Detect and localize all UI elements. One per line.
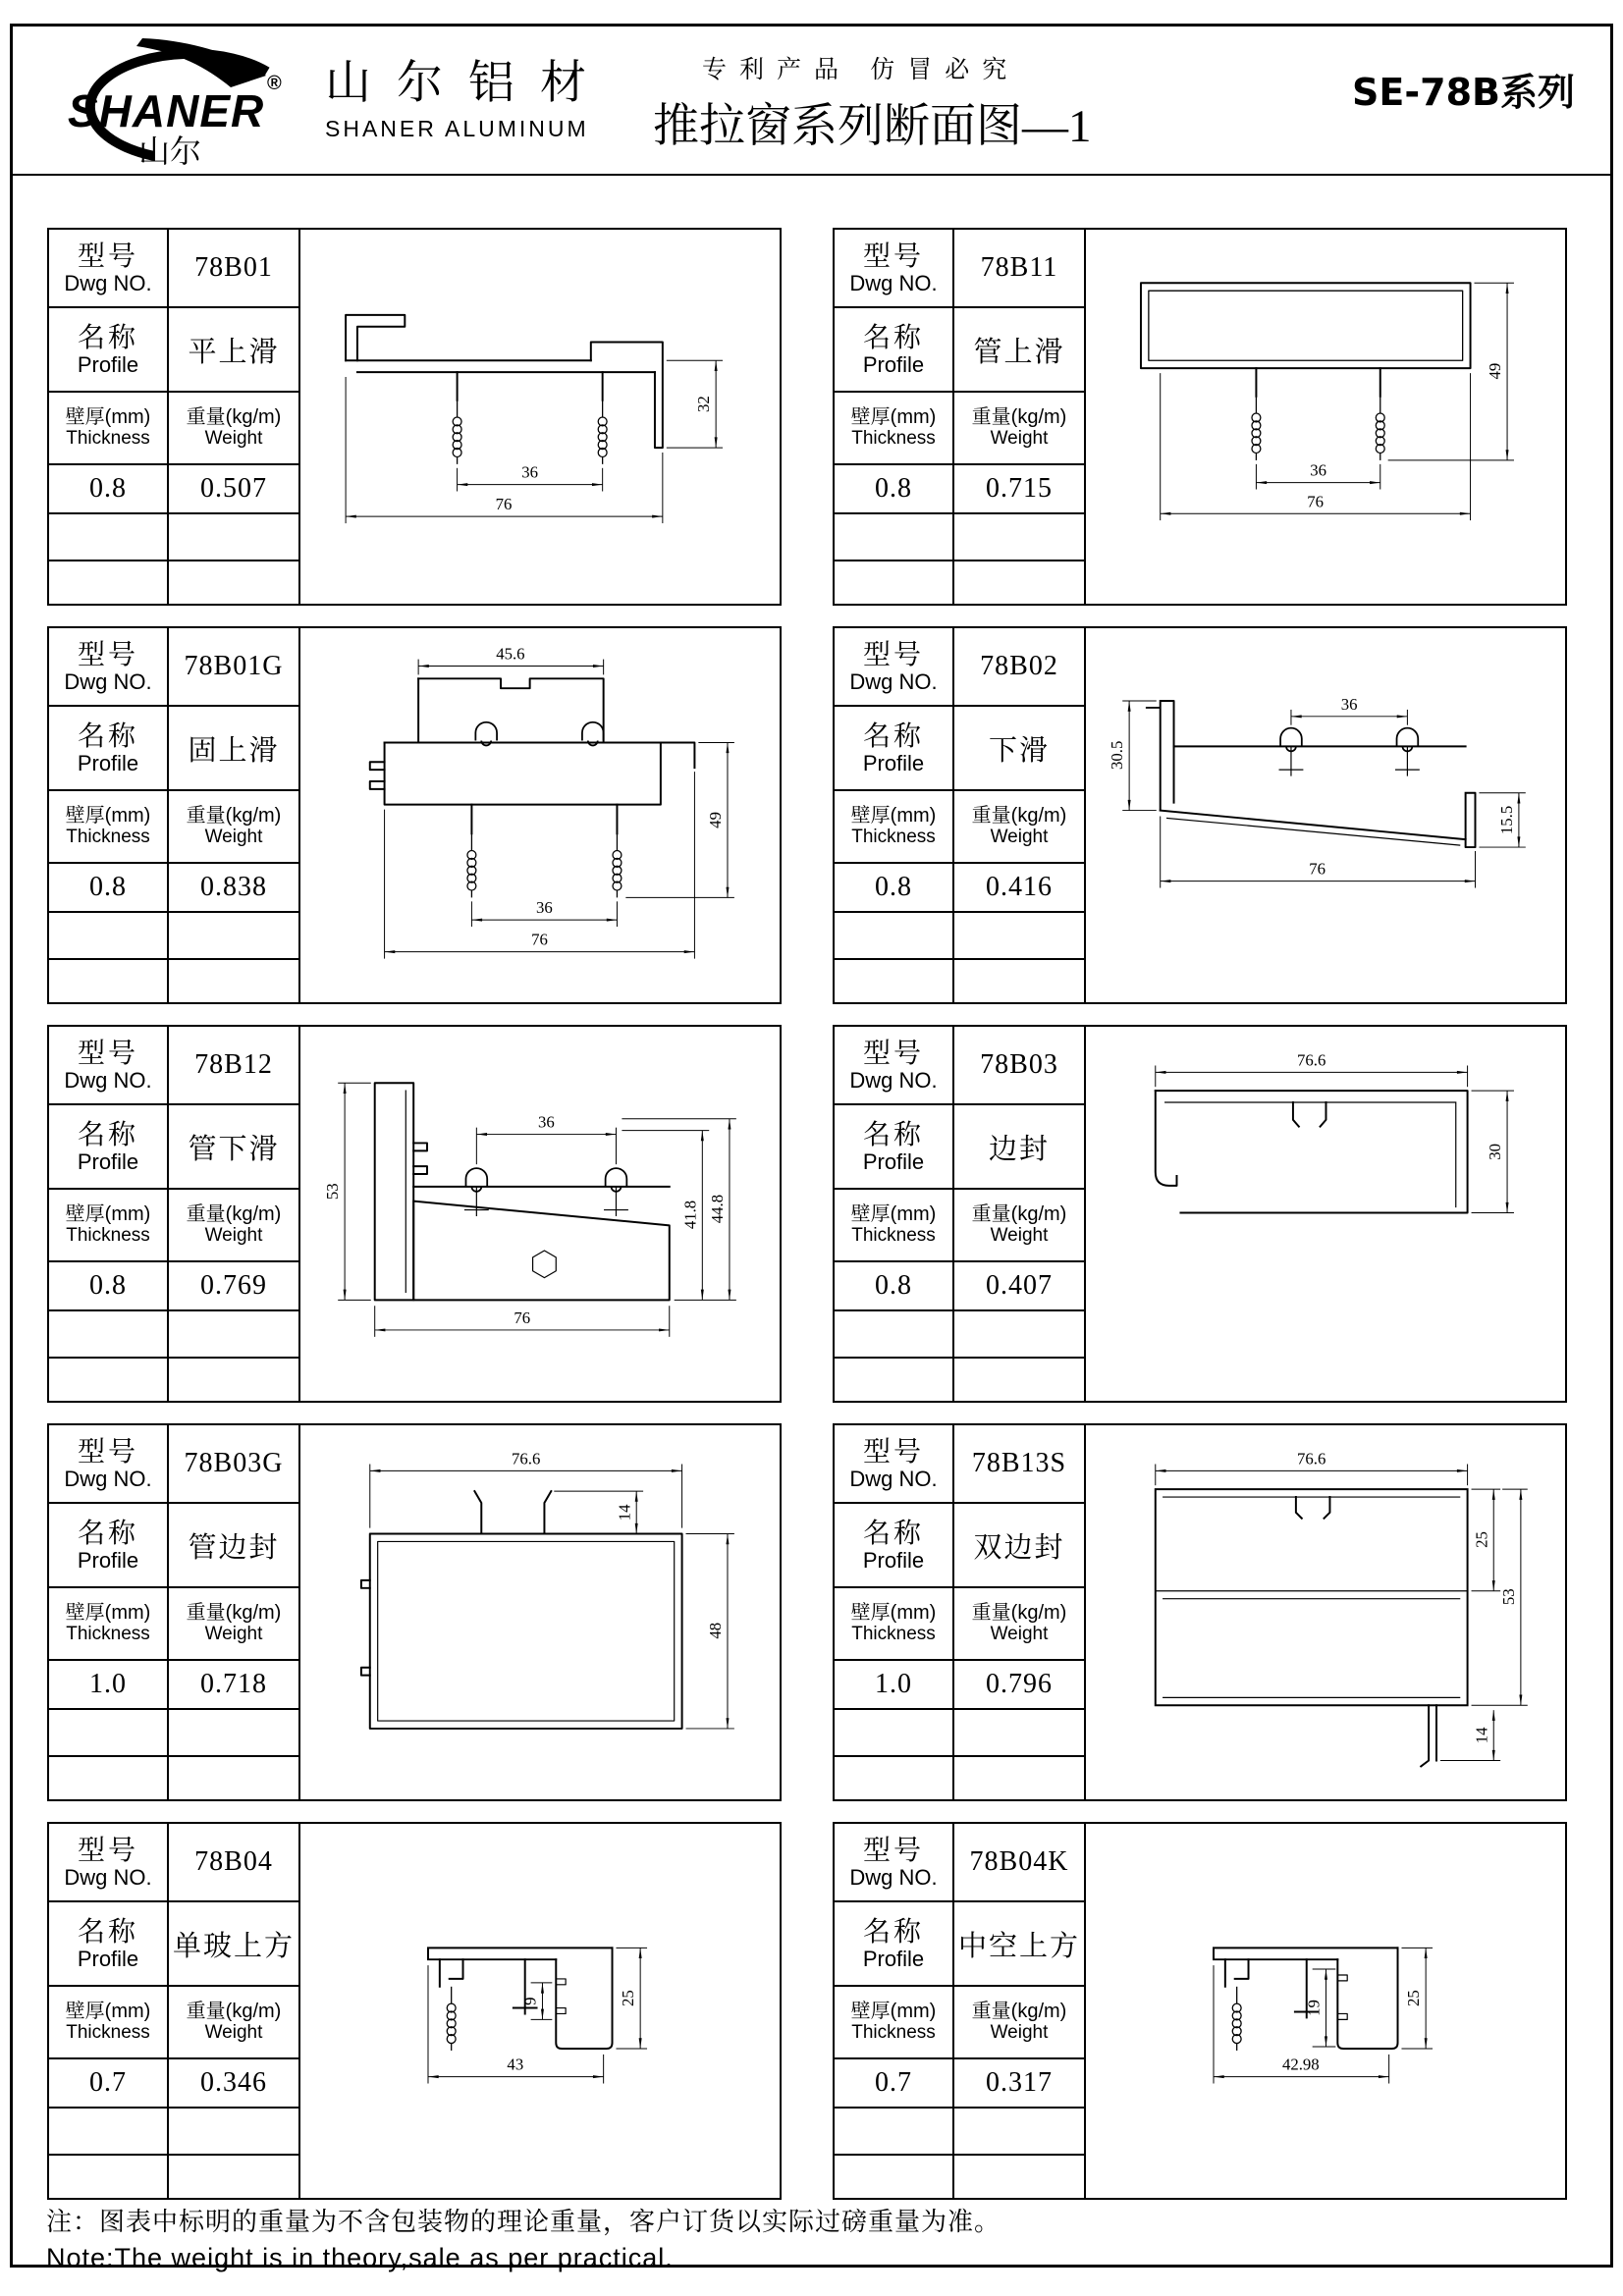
dwg-no-value: 78B01G <box>184 651 284 681</box>
empty-cell <box>49 913 169 958</box>
weight-label <box>169 1987 298 2057</box>
empty-cell <box>49 1757 169 1799</box>
thickness-label-en: Thickness <box>851 827 936 848</box>
profile-name-label <box>49 707 169 789</box>
dim-label: 76.6 <box>1297 1449 1326 1468</box>
weight-label <box>169 791 298 862</box>
thickness-label-cn: 壁厚(mm) <box>65 805 151 828</box>
dwg-no-label <box>49 1824 169 1900</box>
dim-label: 43 <box>507 2055 524 2074</box>
profile-outline <box>1156 1091 1468 1212</box>
dwg-no-label-en: Dwg NO. <box>64 1865 152 1890</box>
dim-label: 19 <box>1304 2000 1324 2016</box>
profile-detail <box>1279 746 1419 775</box>
thickness-value: 0.7 <box>835 2059 954 2107</box>
profile-drawing <box>1086 628 1564 1001</box>
weight-value: 0.317 <box>986 2067 1053 2098</box>
profile-outline <box>361 1491 682 1729</box>
dwg-no-label-en: Dwg NO. <box>849 271 938 295</box>
thickness-value: 0.8 <box>49 465 169 512</box>
profile-name-value: 下滑 <box>988 734 1050 767</box>
profile-outline <box>1156 1489 1468 1766</box>
dim-label: 36 <box>536 898 553 918</box>
profile-name-label-cn: 名称 <box>862 1517 924 1548</box>
empty-cell <box>49 1359 169 1401</box>
weight-label-cn: 重量(kg/m) <box>186 406 282 429</box>
empty-cell <box>169 913 298 958</box>
profile-name-label <box>835 1902 954 1985</box>
profile-name-label-cn: 名称 <box>862 1118 924 1149</box>
profile-drawing <box>1086 1027 1564 1400</box>
thickness-label-cn: 壁厚(mm) <box>850 1602 937 1625</box>
dim-label: 76 <box>531 930 548 949</box>
weight-label-cn: 重量(kg/m) <box>971 1203 1067 1226</box>
series-code: SE-78B系列 <box>1352 71 1575 114</box>
thickness-label-en: Thickness <box>851 428 936 450</box>
empty-cell <box>954 2109 1084 2154</box>
spec-table <box>835 628 1086 1002</box>
thickness-label-cn: 壁厚(mm) <box>850 406 937 429</box>
dim-label: 45.6 <box>496 644 525 664</box>
thickness-value: 0.8 <box>49 864 169 911</box>
dim-label: 25 <box>1472 1531 1491 1548</box>
thickness-label <box>835 393 954 463</box>
thickness-label <box>49 791 169 862</box>
dwg-no-label-cn: 型号 <box>77 638 138 669</box>
profile-cell <box>833 1025 1567 1403</box>
empty-cell <box>49 1710 169 1755</box>
empty-cell <box>835 960 954 1002</box>
dim-label: 14 <box>1472 1727 1491 1744</box>
patent-slogan: 专利产品 仿冒必究 <box>702 57 1020 83</box>
empty-cell <box>49 960 169 1002</box>
empty-cell <box>49 2109 169 2154</box>
dim-label: 36 <box>521 462 539 482</box>
thickness-value: 1.0 <box>835 1661 954 1708</box>
profile-name-label-en: Profile <box>862 352 925 377</box>
profile-drawing <box>1086 1425 1564 1798</box>
dim-label: 14 <box>615 1504 634 1522</box>
weight-label <box>954 1190 1084 1260</box>
dim-label: 76 <box>1309 859 1325 879</box>
spec-table <box>49 628 300 1002</box>
profile-name-label-cn: 名称 <box>77 1517 138 1548</box>
dwg-no-label <box>835 230 954 306</box>
thickness-value: 0.7 <box>49 2059 169 2107</box>
dwg-no-label <box>49 230 169 306</box>
dim-label: 36 <box>1310 460 1326 480</box>
profile-cell <box>47 1822 782 2200</box>
profile-name-value: 固上滑 <box>188 734 280 767</box>
weight-label-en: Weight <box>204 827 263 848</box>
empty-cell <box>835 1710 954 1755</box>
dwg-no-value: 78B12 <box>194 1049 273 1080</box>
profile-cell <box>47 1423 782 1801</box>
dim-label: 30.5 <box>1108 740 1127 770</box>
empty-cell <box>835 1359 954 1401</box>
weight-label <box>954 393 1084 463</box>
empty-cell <box>954 1311 1084 1357</box>
profile-name-label-cn: 名称 <box>77 720 138 751</box>
dwg-no-label-en: Dwg NO. <box>849 1865 938 1890</box>
empty-cell <box>954 960 1084 1002</box>
thickness-label-cn: 壁厚(mm) <box>850 1203 937 1226</box>
profile-name-label-en: Profile <box>862 1149 925 1174</box>
weight-label <box>954 1987 1084 2057</box>
dwg-no-label <box>49 1425 169 1502</box>
dim-label: 25 <box>619 1990 638 2007</box>
weight-value: 0.346 <box>200 2067 267 2098</box>
profile-name-label <box>835 1504 954 1586</box>
spec-table <box>49 1027 300 1401</box>
thickness-label-cn: 壁厚(mm) <box>65 406 151 429</box>
dim-label: 25 <box>1404 1990 1424 2007</box>
thickness-label-cn: 壁厚(mm) <box>65 2001 151 2023</box>
weight-label-en: Weight <box>990 1225 1049 1247</box>
weight-value: 0.715 <box>986 473 1053 504</box>
weight-label-cn: 重量(kg/m) <box>971 805 1067 828</box>
footer-note-en: Note:The weight is in theory,sale as per practical. <box>46 2243 674 2272</box>
thickness-label-en: Thickness <box>66 2022 150 2044</box>
thickness-label <box>49 1987 169 2057</box>
dwg-no-label-cn: 型号 <box>862 1037 924 1068</box>
dwg-no-value: 78B13S <box>971 1448 1067 1478</box>
weight-value: 0.507 <box>200 473 267 504</box>
profile-name-label-cn: 名称 <box>77 321 138 352</box>
spec-table <box>49 1824 300 2198</box>
thickness-label-en: Thickness <box>851 1624 936 1645</box>
empty-cell <box>49 514 169 560</box>
dwg-no-label <box>835 1027 954 1103</box>
weight-label <box>954 1588 1084 1659</box>
profile-name-label-cn: 名称 <box>862 1915 924 1947</box>
dwg-no-label-cn: 型号 <box>862 240 924 271</box>
dim-label: 53 <box>1498 1588 1518 1606</box>
profile-name-label-en: Profile <box>862 1947 925 1971</box>
profile-cell <box>47 228 782 606</box>
dwg-no-value: 78B04K <box>969 1846 1069 1877</box>
profile-cell <box>833 1423 1567 1801</box>
thickness-value: 0.8 <box>49 1262 169 1309</box>
thickness-label-cn: 壁厚(mm) <box>850 2001 937 2023</box>
empty-cell <box>169 2156 298 2198</box>
profile-name-value: 单玻上方 <box>172 1930 295 1962</box>
company-block <box>325 46 612 142</box>
profile-cell <box>833 228 1567 606</box>
thickness-value: 1.0 <box>49 1661 169 1708</box>
dwg-no-label-cn: 型号 <box>862 1435 924 1467</box>
profile-name-value: 双边封 <box>973 1531 1065 1564</box>
spec-table <box>835 1425 1086 1799</box>
thickness-value: 0.8 <box>835 1262 954 1309</box>
dim-label: 15.5 <box>1496 805 1516 835</box>
profile-outline <box>1141 283 1471 396</box>
empty-cell <box>835 1311 954 1357</box>
profile-name-label <box>49 1504 169 1586</box>
dwg-no-label-en: Dwg NO. <box>64 669 152 694</box>
profile-drawing <box>1086 1824 1564 2197</box>
empty-cell <box>169 960 298 1002</box>
empty-cell <box>954 2156 1084 2198</box>
weight-label <box>169 1190 298 1260</box>
profile-drawing <box>1086 230 1564 603</box>
profile-outline <box>370 678 695 833</box>
empty-cell <box>954 1710 1084 1755</box>
registered-mark-icon: ® <box>267 73 282 94</box>
page-frame <box>10 24 1613 2272</box>
thickness-label <box>49 1190 169 1260</box>
dwg-no-label-cn: 型号 <box>77 1037 138 1068</box>
dwg-no-label-cn: 型号 <box>862 638 924 669</box>
empty-cell <box>835 913 954 958</box>
profile-detail <box>465 1187 628 1278</box>
weight-value: 0.838 <box>200 872 267 902</box>
profile-name-value: 平上滑 <box>188 336 280 368</box>
footer-note <box>46 2202 1001 2273</box>
dim-label: 76 <box>1307 492 1325 511</box>
dim-label: 36 <box>1340 694 1358 714</box>
profile-name-label-en: Profile <box>862 1548 925 1573</box>
shaner-logo-mark <box>28 32 315 170</box>
dwg-no-label-en: Dwg NO. <box>64 271 152 295</box>
dwg-no-value: 78B11 <box>980 252 1058 283</box>
thickness-value: 0.8 <box>835 864 954 911</box>
profile-cell <box>47 1025 782 1403</box>
dwg-no-label <box>835 1425 954 1502</box>
dim-label: 44.8 <box>708 1194 728 1224</box>
empty-cell <box>169 514 298 560</box>
profile-cell <box>47 626 782 1004</box>
company-name-en: SHANER ALUMINUM <box>325 116 589 141</box>
dwg-no-label-en: Dwg NO. <box>849 669 938 694</box>
spec-table <box>835 230 1086 604</box>
empty-cell <box>954 913 1084 958</box>
thickness-label <box>835 1987 954 2057</box>
dim-label: 41.8 <box>680 1200 700 1230</box>
empty-cell <box>954 561 1084 604</box>
weight-label <box>169 393 298 463</box>
profile-name-label <box>49 1902 169 1985</box>
profile-outline <box>375 1083 670 1300</box>
empty-cell <box>835 514 954 560</box>
weight-label-cn: 重量(kg/m) <box>971 1602 1067 1625</box>
profile-name-label-en: Profile <box>77 1947 139 1971</box>
profile-outline <box>1147 701 1476 847</box>
empty-cell <box>169 1311 298 1357</box>
profile-name-label-en: Profile <box>77 1548 139 1573</box>
weight-label-en: Weight <box>990 827 1049 848</box>
profile-name-label-cn: 名称 <box>862 321 924 352</box>
thickness-label-cn: 壁厚(mm) <box>850 805 937 828</box>
empty-cell <box>954 1757 1084 1799</box>
thickness-label-cn: 壁厚(mm) <box>65 1602 151 1625</box>
weight-label-en: Weight <box>990 2022 1049 2044</box>
profile-name-label-cn: 名称 <box>77 1118 138 1149</box>
thickness-label <box>835 1588 954 1659</box>
weight-value: 0.718 <box>200 1669 267 1699</box>
profile-name-value: 管下滑 <box>188 1133 280 1165</box>
dim-label: 42.98 <box>1281 2055 1320 2074</box>
dwg-no-label <box>835 628 954 705</box>
thickness-value: 0.8 <box>835 465 954 512</box>
footer-note-cn: 注：图表中标明的重量为不含包装物的理论重量，客户订货以实际过磅重量为准。 <box>46 2207 1001 2236</box>
dwg-no-value: 78B03G <box>184 1448 284 1478</box>
profile-cell <box>833 626 1567 1004</box>
profile-outline <box>346 315 663 448</box>
shaner-logo <box>28 32 315 170</box>
weight-label <box>954 791 1084 862</box>
profile-name-label-en: Profile <box>77 352 139 377</box>
dim-label: 48 <box>706 1622 726 1639</box>
profile-name-value: 管边封 <box>188 1531 280 1564</box>
dwg-no-label-cn: 型号 <box>77 1435 138 1467</box>
empty-cell <box>169 561 298 604</box>
dwg-no-label-cn: 型号 <box>862 1834 924 1865</box>
dwg-no-value: 78B02 <box>980 651 1058 681</box>
weight-label-en: Weight <box>990 1624 1049 1645</box>
dwg-no-label <box>835 1824 954 1900</box>
dwg-no-label-en: Dwg NO. <box>64 1467 152 1491</box>
weight-label-cn: 重量(kg/m) <box>186 805 282 828</box>
dwg-no-value: 78B04 <box>194 1846 273 1877</box>
dwg-no-label-cn: 型号 <box>77 1834 138 1865</box>
thickness-label-en: Thickness <box>66 827 150 848</box>
thickness-label <box>49 1588 169 1659</box>
empty-cell <box>835 2156 954 2198</box>
weight-label-cn: 重量(kg/m) <box>186 2001 282 2023</box>
empty-cell <box>49 2156 169 2198</box>
empty-cell <box>169 1710 298 1755</box>
thickness-label-en: Thickness <box>66 1624 150 1645</box>
thickness-label-en: Thickness <box>851 2022 936 2044</box>
weight-label-cn: 重量(kg/m) <box>186 1602 282 1625</box>
dim-label: 36 <box>538 1112 555 1132</box>
empty-cell <box>169 1359 298 1401</box>
dim-label: 49 <box>1486 362 1505 380</box>
weight-value: 0.407 <box>986 1270 1053 1301</box>
profile-name-label <box>49 308 169 391</box>
weight-value: 0.769 <box>200 1270 267 1301</box>
dim-label: 53 <box>323 1183 343 1201</box>
spec-table <box>835 1027 1086 1401</box>
profile-name-label-en: Profile <box>77 1149 139 1174</box>
profile-drawing <box>300 628 779 1001</box>
empty-cell <box>835 2109 954 2154</box>
dwg-no-label-en: Dwg NO. <box>849 1467 938 1491</box>
weight-label-en: Weight <box>204 1225 263 1247</box>
weight-label <box>169 1588 298 1659</box>
empty-cell <box>49 1311 169 1357</box>
profile-name-label-en: Profile <box>862 751 925 775</box>
empty-cell <box>49 561 169 604</box>
dim-label: 76 <box>495 495 513 514</box>
dwg-no-value: 78B01 <box>194 252 273 283</box>
empty-cell <box>954 1359 1084 1401</box>
dim-label: 76 <box>514 1308 531 1328</box>
profile-name-label <box>49 1105 169 1188</box>
thickness-label <box>835 791 954 862</box>
profile-name-label-en: Profile <box>77 751 139 775</box>
dwg-no-label-cn: 型号 <box>77 240 138 271</box>
dwg-no-label <box>49 1027 169 1103</box>
thickness-label <box>49 393 169 463</box>
company-name-cn: 山尔铝材 <box>325 58 612 109</box>
empty-cell <box>954 514 1084 560</box>
profile-name-value: 边封 <box>988 1133 1050 1165</box>
dwg-no-label-en: Dwg NO. <box>64 1068 152 1093</box>
profile-name-label-cn: 名称 <box>77 1915 138 1947</box>
weight-label-en: Weight <box>204 428 263 450</box>
dwg-no-label-en: Dwg NO. <box>849 1068 938 1093</box>
logo-brand-text: SHANER <box>68 85 265 136</box>
profile-drawing <box>300 1824 779 2197</box>
dwg-no-label <box>49 628 169 705</box>
profile-name-value: 中空上方 <box>957 1930 1080 1962</box>
logo-sub-text: 山尔 <box>138 133 202 169</box>
profile-name-label-cn: 名称 <box>862 720 924 751</box>
dim-label: 49 <box>706 812 726 828</box>
dim-label: 76.6 <box>1297 1050 1326 1070</box>
dwg-no-value: 78B03 <box>980 1049 1058 1080</box>
weight-label-cn: 重量(kg/m) <box>186 1203 282 1226</box>
header <box>13 27 1610 176</box>
profile-drawing <box>300 1027 779 1400</box>
empty-cell <box>169 1757 298 1799</box>
thickness-label-en: Thickness <box>851 1225 936 1247</box>
weight-label-en: Weight <box>990 428 1049 450</box>
profile-name-value: 管上滑 <box>973 336 1065 368</box>
profile-cell <box>833 1822 1567 2200</box>
weight-label-cn: 重量(kg/m) <box>971 406 1067 429</box>
page-title: 推拉窗系列断面图—1 <box>653 101 1092 152</box>
dim-label: 76.6 <box>512 1449 541 1468</box>
profile-name-label <box>835 308 954 391</box>
weight-label-cn: 重量(kg/m) <box>971 2001 1067 2023</box>
dim-label: 30 <box>1486 1143 1505 1160</box>
profile-name-label <box>835 707 954 789</box>
thickness-label-en: Thickness <box>66 1225 150 1247</box>
thickness-label <box>835 1190 954 1260</box>
spec-table <box>835 1824 1086 2198</box>
dim-label: 9 <box>520 1997 540 2005</box>
empty-cell <box>835 561 954 604</box>
weight-value: 0.796 <box>986 1669 1053 1699</box>
empty-cell <box>835 1757 954 1799</box>
weight-value: 0.416 <box>986 872 1053 902</box>
dim-label: 32 <box>694 396 714 413</box>
thickness-label-en: Thickness <box>66 428 150 450</box>
thickness-label-cn: 壁厚(mm) <box>65 1203 151 1226</box>
profile-drawing <box>300 230 779 603</box>
weight-label-en: Weight <box>204 2022 263 2044</box>
profile-drawing <box>300 1425 779 1798</box>
spec-table <box>49 1425 300 1799</box>
spec-table <box>49 230 300 604</box>
profile-name-label <box>835 1105 954 1188</box>
empty-cell <box>169 2109 298 2154</box>
weight-label-en: Weight <box>204 1624 263 1645</box>
